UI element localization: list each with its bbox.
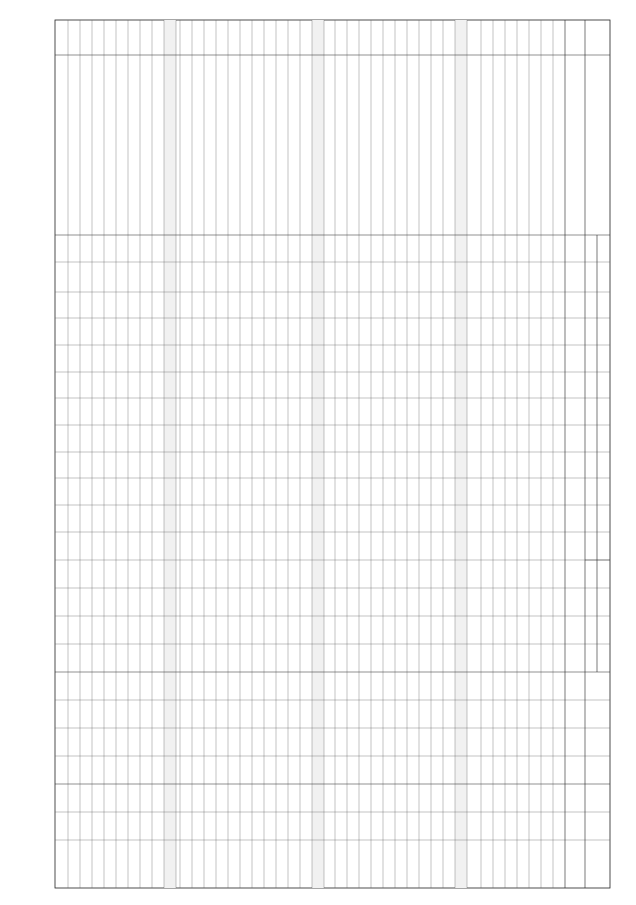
row-separators <box>68 20 585 888</box>
column-separators <box>55 55 610 840</box>
section-band-1 <box>455 20 467 888</box>
section-band-3 <box>164 20 176 888</box>
section-band-2 <box>312 20 324 888</box>
header-brackets <box>585 235 610 672</box>
table-border <box>55 20 610 888</box>
